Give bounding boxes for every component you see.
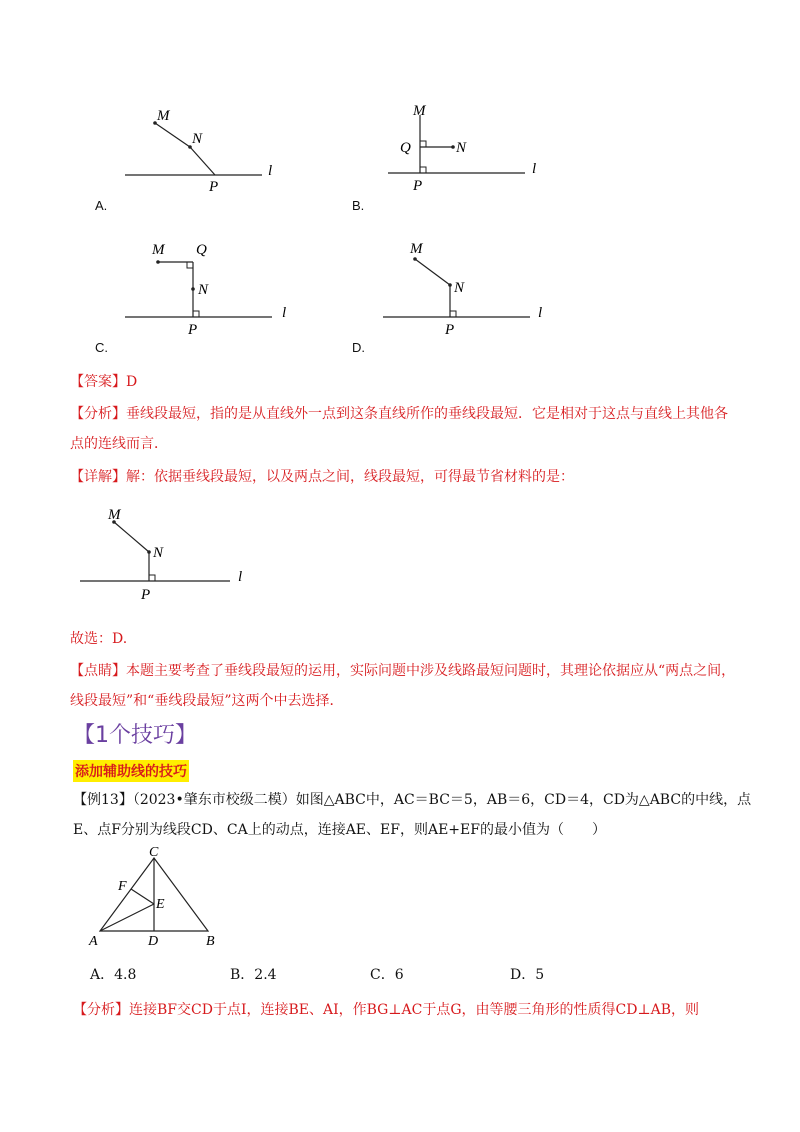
label-n: N [153, 545, 164, 561]
option-c-label: C. [95, 340, 108, 355]
choice-line: 故选：D. [70, 631, 128, 647]
label-m: M [413, 103, 426, 119]
label-n: N [454, 280, 465, 296]
label-m: M [108, 507, 121, 523]
label-l: l [268, 163, 273, 179]
label-m: M [157, 108, 170, 124]
label-m: M [152, 242, 165, 258]
example-source: （2023•肇东市校级二模） [132, 792, 296, 808]
label-l: l [238, 569, 243, 585]
label-b: B [206, 934, 215, 949]
choice-c[interactable]: C．6 [370, 967, 404, 983]
label-m: M [410, 241, 423, 257]
comment-text: 本题主要考查了垂线段最短的运用，实际问题中涉及线路最短问题时，其理论依据应从“两点之间，线段最短”和“垂线段最短”这两个中去选择． [70, 663, 736, 709]
choice-a[interactable]: A．4.8 [90, 967, 137, 983]
label-l: l [282, 305, 287, 321]
answer-value: D [126, 374, 138, 390]
section-title: 【1个技巧】 [73, 723, 197, 748]
analysis-text: 垂线段最短，指的是从直线外一点到这条直线所作的垂线段最短．它是相对于这点与直线上其他各点的连线而言． [70, 406, 728, 452]
option-d-label: D. [352, 340, 365, 355]
analysis-tag: 【分析】 [70, 406, 126, 422]
example-text: 如图△ABC中，AC＝BC＝5，AB＝6，CD＝4，CD为△ABC的中线，点E、点F分别为线段CD、CA上的动点，连接AE、EF，则AE+EF的最小值为（ ） [73, 792, 752, 838]
label-p: P [209, 179, 219, 195]
answer-choices [90, 964, 690, 984]
choice-d[interactable]: D．5 [510, 967, 545, 983]
segment-m-n [415, 259, 450, 285]
analysis2-tag: 【分析】 [73, 1002, 129, 1018]
figure-option-b [380, 95, 580, 215]
comment-tag: 【点睛】 [70, 663, 126, 679]
label-c: C [149, 845, 159, 860]
option-b-label: B. [352, 198, 365, 213]
label-p: P [141, 587, 151, 603]
label-a: A [89, 934, 98, 949]
choice-b[interactable]: B．2.4 [230, 967, 277, 983]
label-p: P [445, 322, 455, 338]
analysis2-text: 连接BF交CD于点I，连接BE、AI，作BG⊥AC于点G，由等腰三角形的性质得CD⊥AB，则 [129, 1002, 700, 1018]
analysis-paragraph [70, 399, 740, 459]
figure-option-d [380, 232, 580, 342]
detail-text: 解：依据垂线段最短，以及两点之间，线段最短，可得最节省材料的是： [126, 469, 574, 485]
answer-tag: 【答案】 [70, 374, 126, 390]
label-l: l [532, 161, 537, 177]
segment-e-f [131, 889, 154, 904]
option-a-label: A. [95, 198, 108, 213]
answer-line [70, 367, 740, 397]
segment-m-n [114, 522, 149, 552]
highlight-heading: 添加辅助线的技巧 [73, 760, 189, 782]
label-n: N [456, 140, 467, 156]
detail-tag: 【详解】 [70, 469, 126, 485]
label-n: N [198, 282, 209, 298]
label-n: N [192, 131, 203, 147]
label-q: Q [400, 140, 411, 156]
detail-paragraph [70, 462, 740, 492]
label-p: P [188, 322, 198, 338]
figure-option-c [90, 232, 310, 342]
comment-paragraph [70, 656, 740, 716]
example-question [73, 785, 753, 845]
segment-n-p [190, 147, 215, 175]
example-tag: 【例13】 [73, 792, 133, 808]
segment-a-e [100, 904, 154, 931]
figure-option-a [90, 95, 290, 215]
label-d: D [148, 934, 159, 949]
figure-answer [70, 500, 290, 610]
label-p: P [413, 178, 423, 194]
label-l: l [538, 305, 543, 321]
analysis2-paragraph [73, 995, 753, 1025]
label-q: Q [196, 242, 207, 258]
segment-m-n [155, 123, 190, 147]
label-f: F [118, 879, 127, 894]
label-e: E [156, 897, 165, 912]
figure-triangle [85, 843, 245, 953]
